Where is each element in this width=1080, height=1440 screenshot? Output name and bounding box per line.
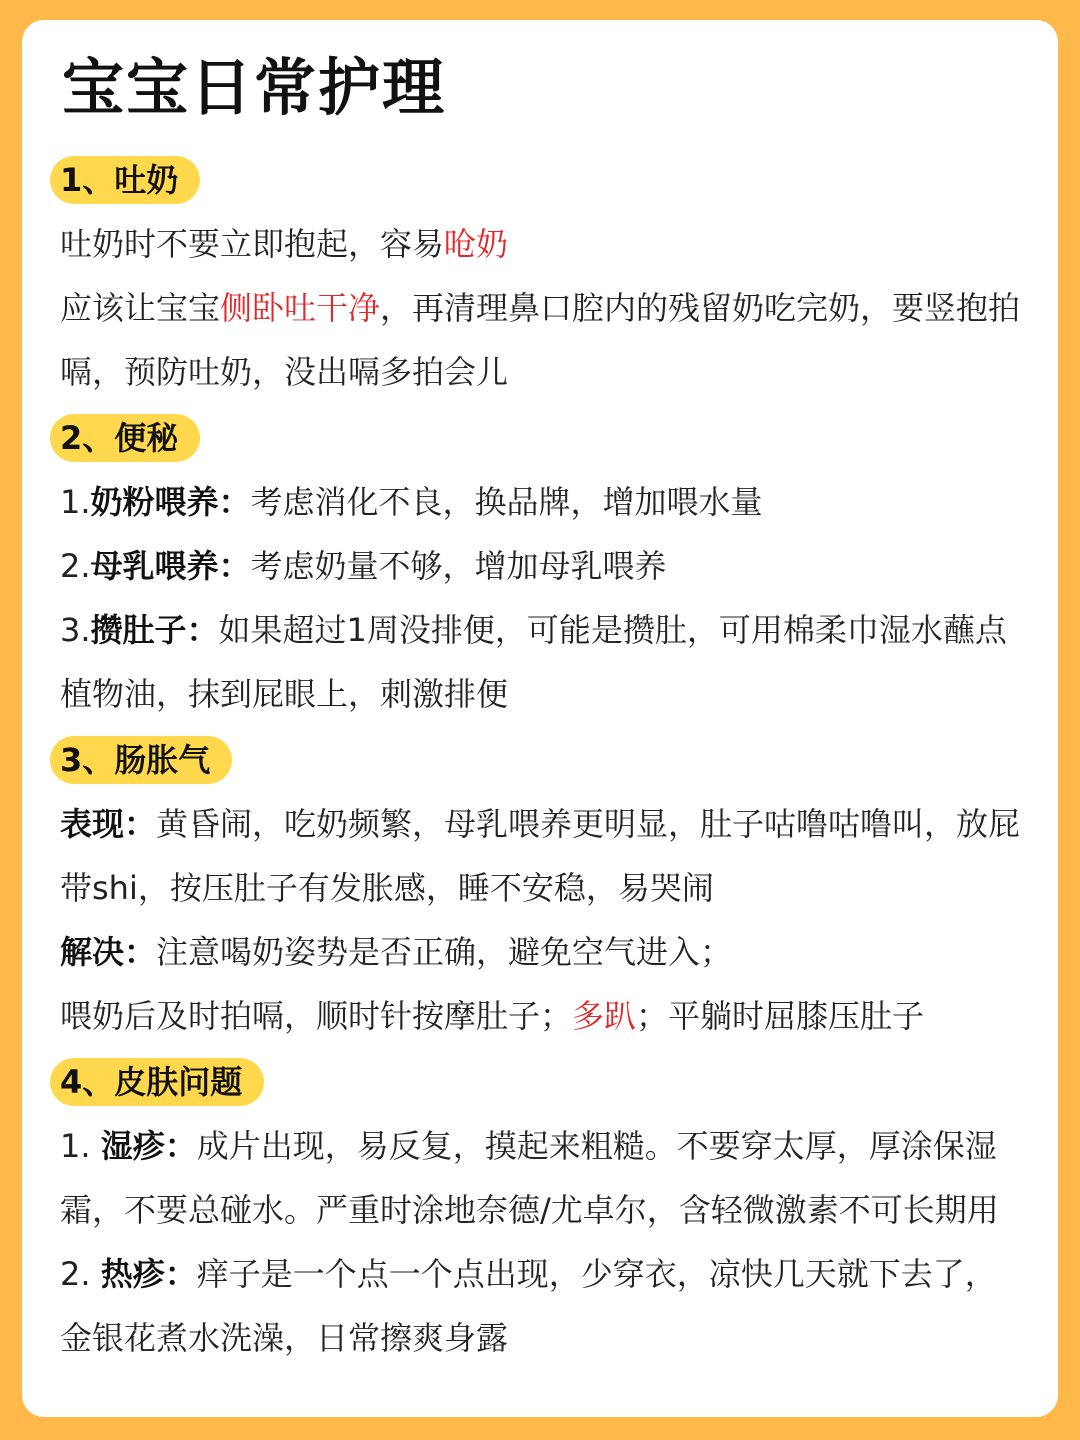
text: ，再清理鼻口腔内的残留奶吃完奶，要竖抱拍 <box>380 289 1021 327</box>
text: 吐奶时不要立即抱起，容易 <box>60 225 445 263</box>
section-3-line-4 <box>60 994 924 1038</box>
section-label-3: 3、肠胀气 <box>50 736 232 784</box>
list-number: 2. <box>60 1255 101 1293</box>
list-number: 1. <box>60 483 91 521</box>
section-4-line-2 <box>60 1188 999 1232</box>
text: 考虑奶量不够，增加母乳喂养 <box>250 547 667 585</box>
section-1-line-1 <box>60 222 508 266</box>
text: 带shi，按压肚子有发胀感，睡不安稳，易哭闹 <box>60 869 714 907</box>
bold-label: 奶粉喂养： <box>90 483 251 521</box>
text: 黄昏闹，吃奶频繁，母乳喂养更明显，肚子咕噜咕噜叫，放屁 <box>156 805 1021 843</box>
text: 应该让宝宝 <box>60 289 221 327</box>
bold-label: 解决： <box>60 933 157 971</box>
text: 成片出现，易反复，摸起来粗糙。不要穿太厚，厚涂保湿 <box>196 1127 997 1165</box>
text: 如果超过1周没排便，可能是攒肚，可用棉柔巾湿水蘸点 <box>218 611 1007 649</box>
section-2-line-2 <box>60 544 667 588</box>
text: 植物油，抹到屁眼上，刺激排便 <box>60 675 509 713</box>
emphasis-text: 侧卧吐干净 <box>220 289 381 327</box>
text: 嗝，预防吐奶，没出嗝多拍会儿 <box>60 353 509 391</box>
text: 金银花煮水洗澡，日常擦爽身露 <box>60 1319 509 1357</box>
emphasis-text: 呛奶 <box>444 225 509 263</box>
section-4-line-3 <box>60 1252 997 1296</box>
list-number: 1. <box>60 1127 101 1165</box>
content-card <box>22 20 1058 1417</box>
list-number: 3. <box>60 611 91 649</box>
bold-label: 母乳喂养： <box>90 547 251 585</box>
emphasis-text: 多趴 <box>572 997 637 1035</box>
bold-label: 表现： <box>60 805 157 843</box>
text: 喂奶后及时拍嗝，顺时针按摩肚子； <box>60 997 573 1035</box>
section-1-line-3 <box>60 350 508 394</box>
section-2-line-1 <box>60 480 763 524</box>
text: 注意喝奶姿势是否正确，避免空气进入； <box>156 933 733 971</box>
section-label-1: 1、吐奶 <box>50 156 200 204</box>
section-4-line-4 <box>60 1316 508 1360</box>
section-2-line-3 <box>60 608 1007 652</box>
section-4-line-1 <box>60 1124 997 1168</box>
bold-label: 湿疹： <box>100 1127 197 1165</box>
text: ；平躺时屈膝压肚子 <box>636 997 925 1035</box>
text: 痒子是一个点一个点出现，少穿衣，凉快几天就下去了， <box>196 1255 997 1293</box>
list-number: 2. <box>60 547 91 585</box>
page-title: 宝宝日常护理 <box>62 51 447 124</box>
section-3-line-1 <box>60 802 1020 846</box>
section-3-line-3 <box>60 930 732 974</box>
section-label-2: 2、便秘 <box>50 414 200 462</box>
section-2-line-4 <box>60 672 508 716</box>
bold-label: 攒肚子： <box>90 611 219 649</box>
text: 霜，不要总碰水。严重时涂地奈德/尤卓尔，含轻微激素不可长期用 <box>60 1191 999 1229</box>
section-label-4: 4、皮肤问题 <box>50 1058 264 1106</box>
section-1-line-2 <box>60 286 1020 330</box>
text: 考虑消化不良，换品牌，增加喂水量 <box>250 483 763 521</box>
section-3-line-2 <box>60 866 714 910</box>
bold-label: 热疹： <box>100 1255 197 1293</box>
